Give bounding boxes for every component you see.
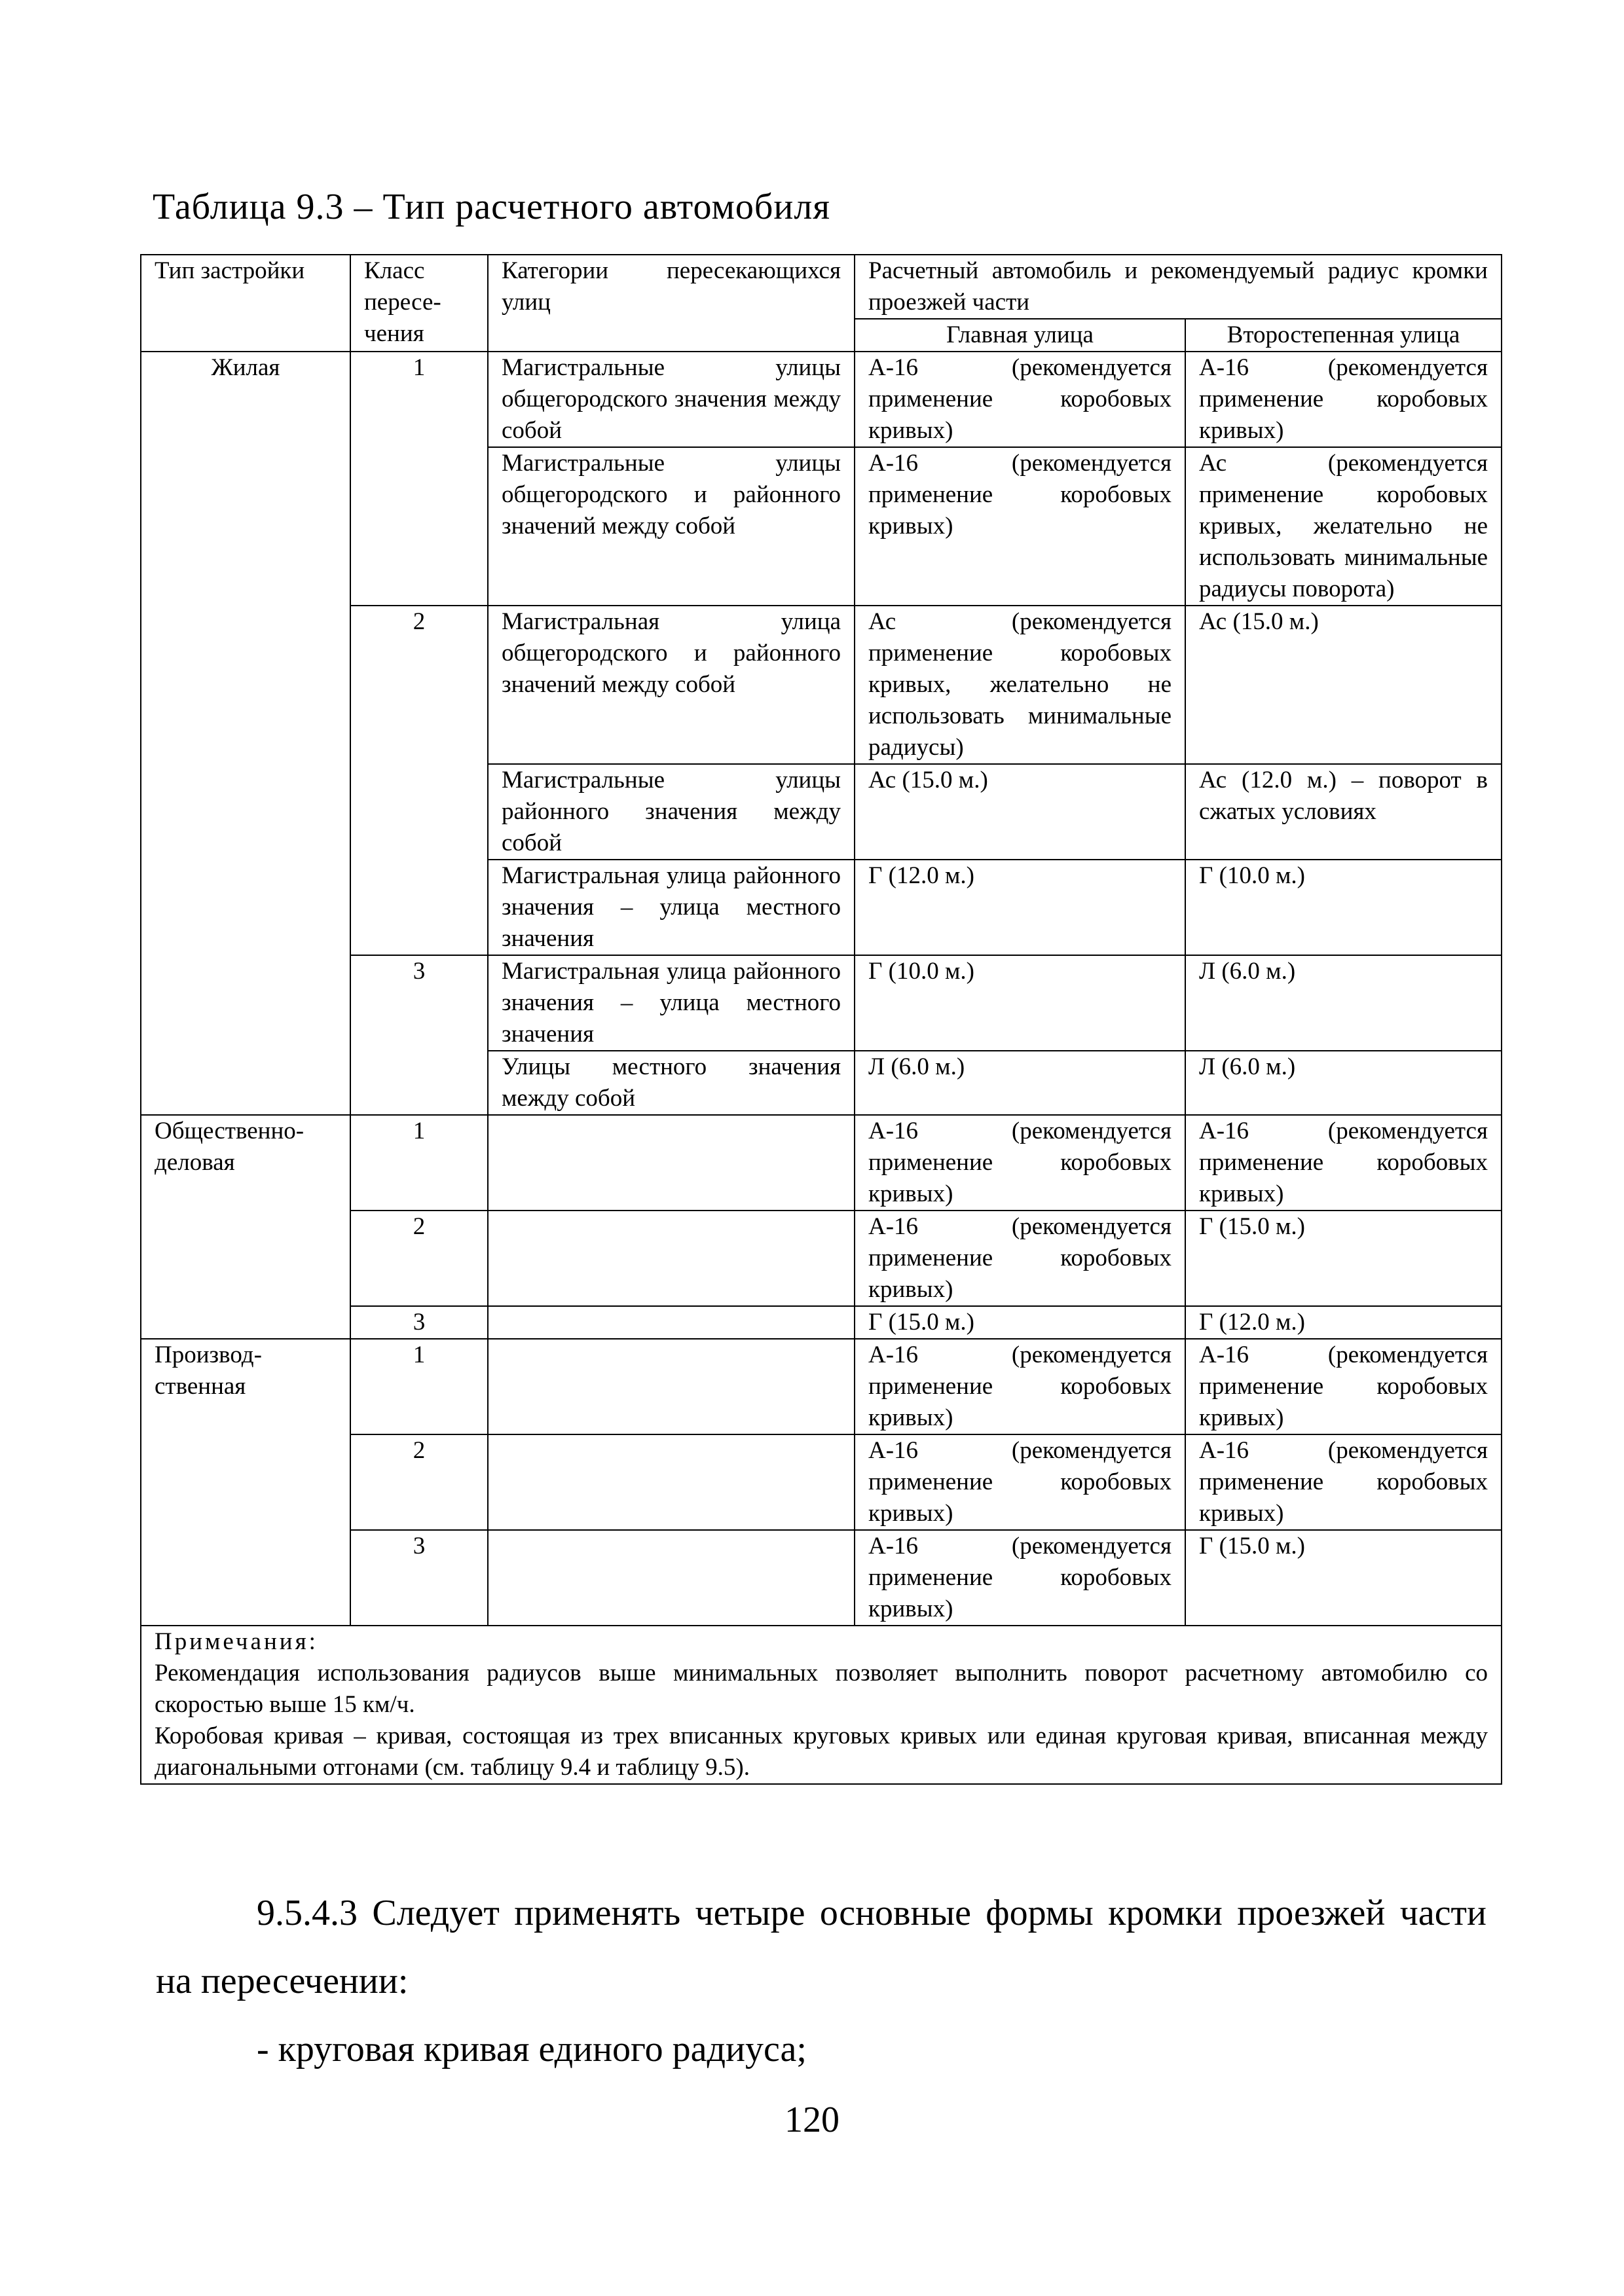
cell-secondary-street-vehicle: Г (15.0 м.) (1185, 1530, 1502, 1626)
cell-main-street-vehicle: А-16 (рекомендуется применение коробовых кривых) (855, 447, 1185, 606)
cell-secondary-street-vehicle: Ас (12.0 м.) – поворот в сжатых условиях (1185, 764, 1502, 860)
cell-main-street-vehicle: Ас (15.0 м.) (855, 764, 1185, 860)
table-row (141, 1115, 1502, 1211)
cell-street-categories: Магистральная улица районного значения – улица местного значения (488, 860, 855, 955)
notes-row (141, 1626, 1502, 1784)
cell-street-categories: Магистральная улица районного значения – улица местного значения (488, 955, 855, 1051)
table-body (141, 255, 1502, 1784)
cell-street-categories: Магистральные улицы общегородского значения между собой (488, 352, 855, 447)
cell-main-street-vehicle: Г (10.0 м.) (855, 955, 1185, 1051)
cell-building-type: Производ-ственная (141, 1339, 350, 1626)
cell-secondary-street-vehicle: Л (6.0 м.) (1185, 1051, 1502, 1115)
cell-street-categories: Магистральные улицы общегородского и районного значений между собой (488, 447, 855, 606)
cell-main-street-vehicle: А-16 (рекомендуется применение коробовых кривых) (855, 1530, 1185, 1626)
cell-secondary-street-vehicle: Ас (15.0 м.) (1185, 606, 1502, 764)
table-row (141, 352, 1502, 447)
vehicle-type-table (140, 254, 1502, 1785)
cell-class-number: 1 (350, 1339, 488, 1434)
cell-street-categories: Улицы местного значения между собой (488, 1051, 855, 1115)
header-row (141, 255, 1502, 319)
header-class: Класс пересе-чения (350, 255, 488, 352)
body-paragraph: 9.5.4.3 Следует применять четыре основные формы кромки проезжей части на пересечении: (156, 1893, 1486, 2001)
cell-main-street-vehicle: А-16 (рекомендуется применение коробовых кривых) (855, 1339, 1185, 1434)
cell-main-street-vehicle: Г (15.0 м.) (855, 1306, 1185, 1339)
cell-street-categories: Магистральная улица общегородского и районного значений между собой (488, 606, 855, 764)
cell-street-categories (488, 1306, 855, 1339)
page-number: 120 (784, 2100, 840, 2140)
cell-street-categories: Магистральные улицы районного значения между собой (488, 764, 855, 860)
cell-street-categories (488, 1339, 855, 1434)
cell-class-number: 3 (350, 1306, 488, 1339)
notes-title: Примечания: (155, 1628, 318, 1655)
cell-main-street-vehicle: А-16 (рекомендуется применение коробовых кривых) (855, 1211, 1185, 1306)
cell-class-number: 2 (350, 606, 488, 955)
header-type: Тип застройки (141, 255, 350, 352)
cell-secondary-street-vehicle: А-16 (рекомендуется применение коробовых кривых) (1185, 1434, 1502, 1530)
cell-main-street-vehicle: А-16 (рекомендуется применение коробовых кривых) (855, 352, 1185, 447)
table-caption: Таблица 9.3 – Тип расчетного автомобиля (153, 187, 831, 227)
header-vehicle: Расчетный автомобиль и рекомендуемый радиус кромки проезжей части (855, 255, 1502, 319)
cell-main-street-vehicle: Л (6.0 м.) (855, 1051, 1185, 1115)
cell-class-number: 1 (350, 352, 488, 606)
cell-main-street-vehicle: А-16 (рекомендуется применение коробовых кривых) (855, 1115, 1185, 1211)
cell-class-number: 3 (350, 1530, 488, 1626)
notes-cell (141, 1626, 1502, 1784)
cell-secondary-street-vehicle: Ас (рекомендуется применение коробовых кривых, желательно не использовать минимальные радиусы поворота) (1185, 447, 1502, 606)
body-list-item: - круговая кривая единого радиуса; (257, 2029, 807, 2069)
header-categories: Категории пересекающихся улиц (488, 255, 855, 352)
header-secondary-street: Второстепенная улица (1185, 319, 1502, 352)
note-text: Коробовая кривая – кривая, состоящая из трех вписанных круговых кривых или единая круговая кривая, вписанная между диагональными отгонами (см. таблицу 9.4 и таблицу 9.5). (155, 1722, 1488, 1781)
cell-class-number: 1 (350, 1115, 488, 1211)
cell-secondary-street-vehicle: А-16 (рекомендуется применение коробовых кривых) (1185, 1339, 1502, 1434)
cell-class-number: 3 (350, 955, 488, 1115)
cell-class-number: 2 (350, 1434, 488, 1530)
cell-main-street-vehicle: А-16 (рекомендуется применение коробовых кривых) (855, 1434, 1185, 1530)
cell-street-categories (488, 1115, 855, 1211)
header-main-street: Главная улица (855, 319, 1185, 352)
cell-street-categories (488, 1211, 855, 1306)
cell-main-street-vehicle: Ас (рекомендуется применение коробовых кривых, желательно не использовать минимальные радиусы) (855, 606, 1185, 764)
cell-secondary-street-vehicle: А-16 (рекомендуется применение коробовых кривых) (1185, 352, 1502, 447)
cell-street-categories (488, 1434, 855, 1530)
cell-building-type: Общественно-деловая (141, 1115, 350, 1339)
cell-street-categories (488, 1530, 855, 1626)
cell-building-type: Жилая (141, 352, 350, 1115)
cell-secondary-street-vehicle: Г (12.0 м.) (1185, 1306, 1502, 1339)
note-text: Рекомендация использования радиусов выше минимальных позволяет выполнить поворот расчетному автомобилю со скоростью выше 15 км/ч. (155, 1660, 1488, 1718)
cell-main-street-vehicle: Г (12.0 м.) (855, 860, 1185, 955)
table-row (141, 1339, 1502, 1434)
cell-secondary-street-vehicle: Г (15.0 м.) (1185, 1211, 1502, 1306)
cell-secondary-street-vehicle: А-16 (рекомендуется применение коробовых кривых) (1185, 1115, 1502, 1211)
cell-secondary-street-vehicle: Г (10.0 м.) (1185, 860, 1502, 955)
cell-secondary-street-vehicle: Л (6.0 м.) (1185, 955, 1502, 1051)
cell-class-number: 2 (350, 1211, 488, 1306)
